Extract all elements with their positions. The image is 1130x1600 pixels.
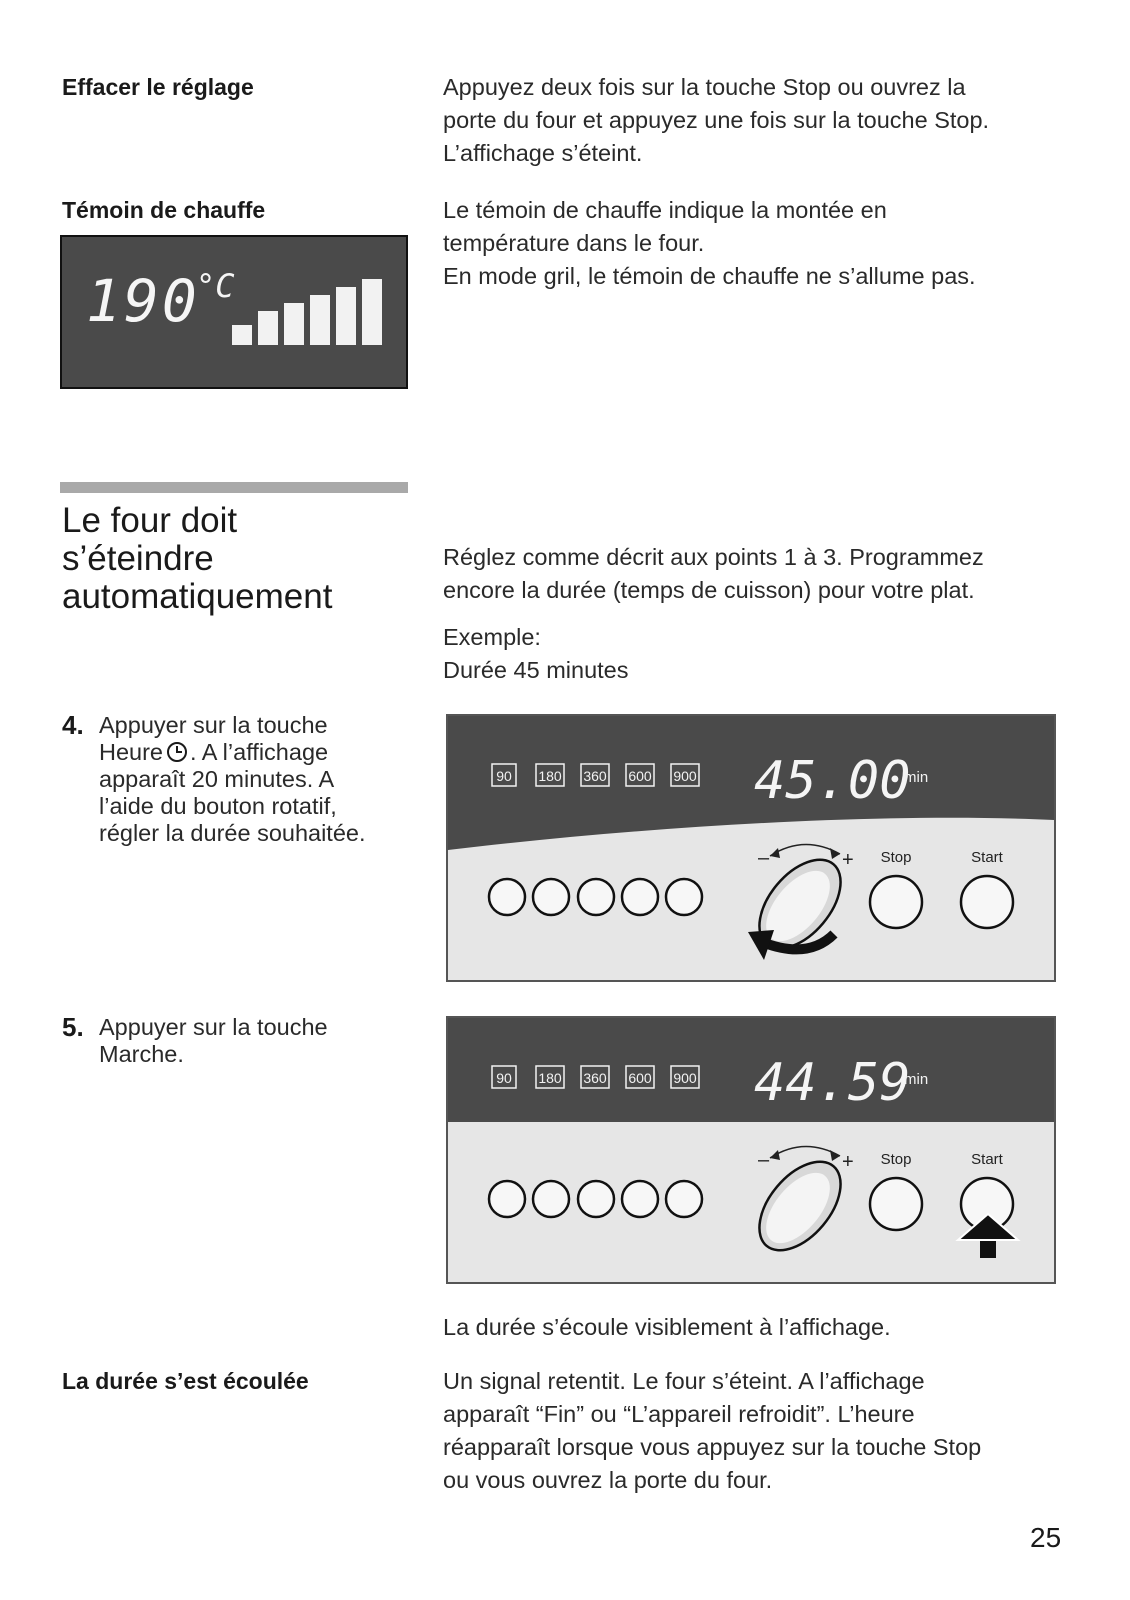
step-4-text: Appuyer sur la touche Heure . A l’affichage apparaît 20 minutes. A l’aide du bouton rotatif, régler la durée souhaitée. xyxy=(99,712,366,846)
minus-sign: – xyxy=(758,847,770,869)
heat-indicator-svg xyxy=(62,237,406,387)
example-text: Exemple: Durée 45 minutes xyxy=(443,624,629,683)
function-button-4[interactable] xyxy=(622,1181,658,1217)
stop-label: Stop xyxy=(880,849,912,866)
svg-text:90: 90 xyxy=(496,768,512,784)
svg-text:360: 360 xyxy=(583,768,607,784)
heat-bar-5 xyxy=(336,287,356,345)
function-buttons xyxy=(489,1181,702,1217)
page-number: 25 xyxy=(1030,1522,1062,1553)
elapsing-text: La durée s’écoule visiblement à l’affichage. xyxy=(443,1314,891,1340)
step-5-number: 5. xyxy=(62,1012,84,1042)
plus-sign: + xyxy=(842,1151,854,1173)
clear-setting-text: Appuyez deux fois sur la touche Stop ou ouvrez la porte du four et appuyez une fois sur la touche Stop. L’affichage s’éteint. xyxy=(443,74,990,166)
function-button-4[interactable] xyxy=(622,879,658,915)
clock-icon xyxy=(165,741,190,763)
heat-bar-4 xyxy=(310,295,330,345)
section-rule xyxy=(60,482,408,493)
svg-text:900: 900 xyxy=(673,768,697,784)
svg-text:360: 360 xyxy=(583,1070,607,1086)
control-panel-step-4 xyxy=(446,714,1056,982)
svg-text:90: 90 xyxy=(496,1070,512,1086)
temperature-unit: °C xyxy=(196,267,235,305)
function-button-1[interactable] xyxy=(489,879,525,915)
control-panel-svg xyxy=(448,716,1054,980)
temperature-value: 190 xyxy=(86,267,200,335)
svg-text:600: 600 xyxy=(628,768,652,784)
time-unit: min xyxy=(904,1071,929,1088)
plus-sign: + xyxy=(842,849,854,871)
function-button-5[interactable] xyxy=(666,879,702,915)
svg-text:180: 180 xyxy=(538,768,562,784)
minus-sign: – xyxy=(758,1149,770,1171)
function-button-5[interactable] xyxy=(666,1181,702,1217)
control-panel-svg xyxy=(448,1018,1054,1282)
step-4-number: 4. xyxy=(62,710,84,740)
heat-indicator-label: Témoin de chauffe xyxy=(62,197,266,223)
time-display: 44.59 xyxy=(754,1053,911,1113)
heat-bar-2 xyxy=(258,311,278,345)
heat-bar-6 xyxy=(362,279,382,345)
rotation-arc xyxy=(770,844,840,856)
start-label: Start xyxy=(971,1151,1003,1168)
heat-bar-3 xyxy=(284,303,304,345)
svg-text:900: 900 xyxy=(673,1070,697,1086)
time-unit: min xyxy=(904,769,929,786)
stop-button[interactable] xyxy=(870,876,922,928)
start-label: Start xyxy=(971,849,1003,866)
press-arrow-icon xyxy=(980,1240,996,1258)
heat-indicator-text: Le témoin de chauffe indique la montée en température dans le four. En mode gril, le témoin de chauffe ne s’allume pas. xyxy=(443,197,976,289)
svg-text:180: 180 xyxy=(538,1070,562,1086)
heat-indicator-display xyxy=(60,235,408,389)
function-button-1[interactable] xyxy=(489,1181,525,1217)
heat-bar-1 xyxy=(232,325,252,345)
rotation-arc xyxy=(770,1146,840,1158)
stop-label: Stop xyxy=(880,1151,912,1168)
section-title: Le four doit s’éteindre automatiquement xyxy=(62,501,333,616)
step-5-text: Appuyer sur la touche Marche. xyxy=(99,1014,328,1067)
time-display: 45.00 xyxy=(754,751,911,811)
function-button-2[interactable] xyxy=(533,1181,569,1217)
control-panel-step-5 xyxy=(446,1016,1056,1284)
function-button-2[interactable] xyxy=(533,879,569,915)
duration-elapsed-text: Un signal retentit. Le four s’éteint. A l’affichage apparaît “Fin” ou “L’appareil refroidit”. L’heure réapparaît lorsque vous appuyez sur la touche Stop ou vous ouvrez la porte du four. xyxy=(443,1368,982,1493)
svg-text:600: 600 xyxy=(628,1070,652,1086)
clear-setting-label: Effacer le réglage xyxy=(62,74,254,100)
function-button-3[interactable] xyxy=(578,1181,614,1217)
stop-button[interactable] xyxy=(870,1178,922,1230)
auto-off-intro: Réglez comme décrit aux points 1 à 3. Programmez encore la durée (temps de cuisson) pour votre plat. xyxy=(443,544,984,603)
start-button[interactable] xyxy=(961,876,1013,928)
duration-elapsed-label: La durée s’est écoulée xyxy=(62,1368,309,1394)
function-buttons xyxy=(489,879,702,915)
function-button-3[interactable] xyxy=(578,879,614,915)
